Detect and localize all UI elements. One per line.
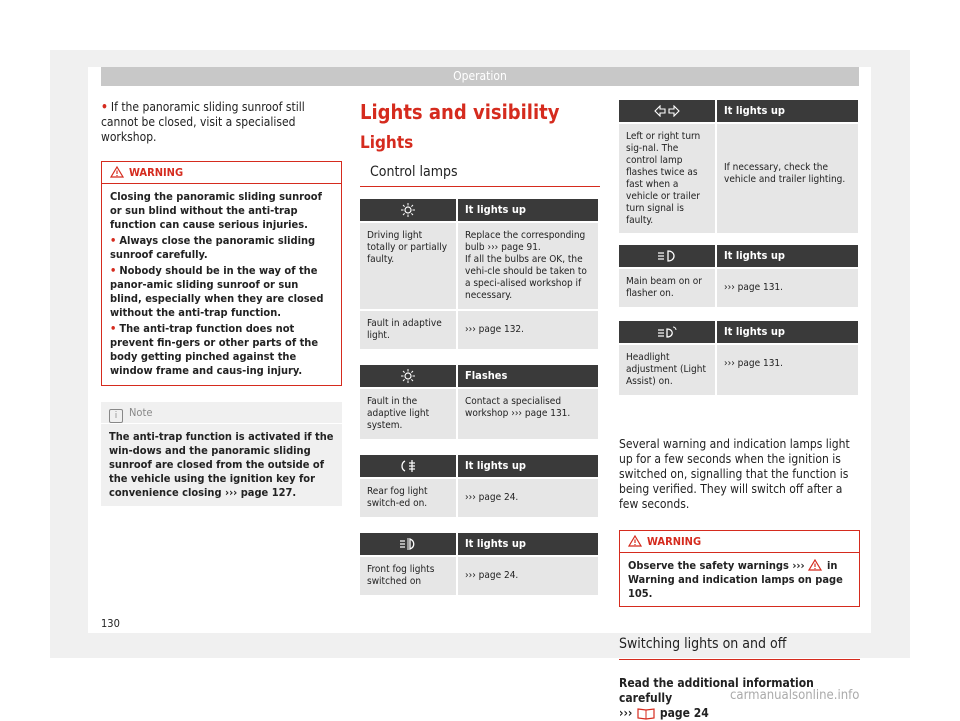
page-link[interactable]: ››› page 24. [465, 492, 519, 503]
chapter-subtitle: Lights [360, 133, 414, 153]
lamp-table: It lights up Front fog lights switched on ››› page 24. [360, 533, 600, 595]
table-row: Driving light totally or partially faulty. Replace the corresponding bulb ››› page 91. If all the bulbs are OK, the vehi-cle should be taken to a speci-alised workshop if necessary. [360, 222, 599, 310]
lamp-table: It lights up Main beam on or flasher on. ››› page 131. [619, 245, 860, 307]
table-row: Front fog lights switched on ››› page 24. [360, 556, 599, 595]
warning-item: • Nobody should be in the way of the panor-amic sliding sunroof or sun blind, especially when they are closed without the anti-trap function. [110, 264, 324, 319]
section-title: Switching lights on and off [619, 635, 860, 660]
light-bulb-icon [360, 365, 457, 388]
lamp-table: It lights up Headlight adjustment (Light Assist) on. ››› page 131. [619, 321, 860, 395]
page-link[interactable]: ››› page 131. [724, 282, 784, 293]
warning-body [102, 184, 341, 385]
page-link[interactable]: ››› page 24. [465, 570, 519, 581]
book-icon [636, 707, 656, 720]
lamp-table: It lights up Rear fog light switch-ed on. ››› page 24. [360, 455, 600, 517]
warning-body: Observe the safety warnings ››› in Warning and indication lamps on page 105. [628, 559, 843, 600]
watermark: carmanualsonline.info [730, 688, 860, 703]
warning-triangle-icon [110, 166, 124, 178]
turn-signal-icon [619, 100, 716, 123]
warning-header: WARNING [620, 531, 859, 553]
main-beam-icon [619, 245, 716, 268]
table-row: Headlight adjustment (Light Assist) on. ››› page 131. [619, 344, 859, 395]
lamp-table: It lights up Driving light totally or partially faulty. Replace the corresponding bulb ››› page 91. If all the bulbs are OK, the vehi-cle should be taken to a speci-alised workshop if necessary. Fault in adaptive light. ››› page 132. [360, 199, 600, 349]
column-2 [360, 100, 600, 595]
front-fog-light-icon [360, 533, 457, 556]
rear-fog-light-icon [360, 455, 457, 478]
body-paragraph: Several warning and indication lamps light up for a few seconds when the ignition is switched on, signalling that the function is being verified. They will switch off after a few seconds. [619, 437, 850, 511]
warning-link[interactable]: in Warning and indication lamps on page 105. [628, 559, 843, 600]
warning-header: WARNING [102, 162, 341, 184]
warning-triangle-icon [628, 535, 642, 547]
info-icon: i [109, 409, 123, 423]
read-more: Read the additional information carefully [619, 676, 814, 705]
warning-triangle-icon [808, 559, 822, 571]
headlight-adjust-icon [619, 321, 716, 344]
bullet-dot: • [101, 100, 108, 114]
page-link[interactable]: Replace the corresponding bulb ››› page 91. [465, 230, 586, 253]
column-3 [619, 100, 860, 721]
table-row: Rear fog light switch-ed on. ››› page 24. [360, 478, 599, 517]
table-row: Fault in adaptive light. ››› page 132. [360, 310, 599, 349]
table-row: Main beam on or flasher on. ››› page 131. [619, 268, 859, 307]
note-body: The anti-trap function is activated if the win-dows and the panoramic sliding sunroof are closed from the outside of the vehicle using the ignition key for convenience closing ››› page 127. [109, 430, 334, 499]
note-header: i Note [101, 402, 342, 424]
note-page-link[interactable]: ››› page 127. [225, 486, 297, 499]
chapter-title: Lights and visibility [360, 100, 560, 124]
warning-item: • The anti-trap function does not prevent fin-gers or other parts of the body getting pinched against the window frame and caus-ing injury. [110, 322, 319, 377]
page-link[interactable]: ››› page 132. [465, 324, 525, 335]
page-number: 130 [101, 617, 120, 630]
warning-box [101, 161, 342, 386]
table-row: Left or right turn sig-nal. The control lamp flashes twice as fast when a vehicle or trailer turn signal is faulty. If necessary, check the vehicle and trailer lighting. [619, 123, 859, 233]
page-header: Operation [101, 67, 859, 86]
section-title: Control lamps [360, 158, 600, 187]
light-bulb-icon [360, 199, 457, 222]
warning-box [619, 530, 860, 607]
warning-intro: Closing the panoramic sliding sunroof or sun blind without the anti-trap function can cause serious injuries. [110, 190, 322, 231]
lamp-table: It lights up Left or right turn sig-nal. The control lamp flashes twice as fast when a vehicle or trailer turn signal is faulty. If necessary, check the vehicle and trailer lighting. [619, 100, 860, 233]
warning-item: • Always close the panoramic sliding sunroof carefully. [110, 234, 316, 261]
read-more-link[interactable]: ››› page 24 [619, 706, 709, 720]
column-1 [101, 100, 342, 506]
note-box [101, 402, 342, 506]
lamp-table: Flashes Fault in the adaptive light system. Contact a specialised workshop ››› page 131. [360, 365, 600, 439]
bullet-paragraph: • If the panoramic sliding sunroof still cannot be closed, visit a specialised workshop. [101, 100, 305, 144]
table-row: Fault in the adaptive light system. Contact a specialised workshop ››› page 131. [360, 388, 599, 439]
page-link[interactable]: ››› page 131. [724, 358, 784, 369]
